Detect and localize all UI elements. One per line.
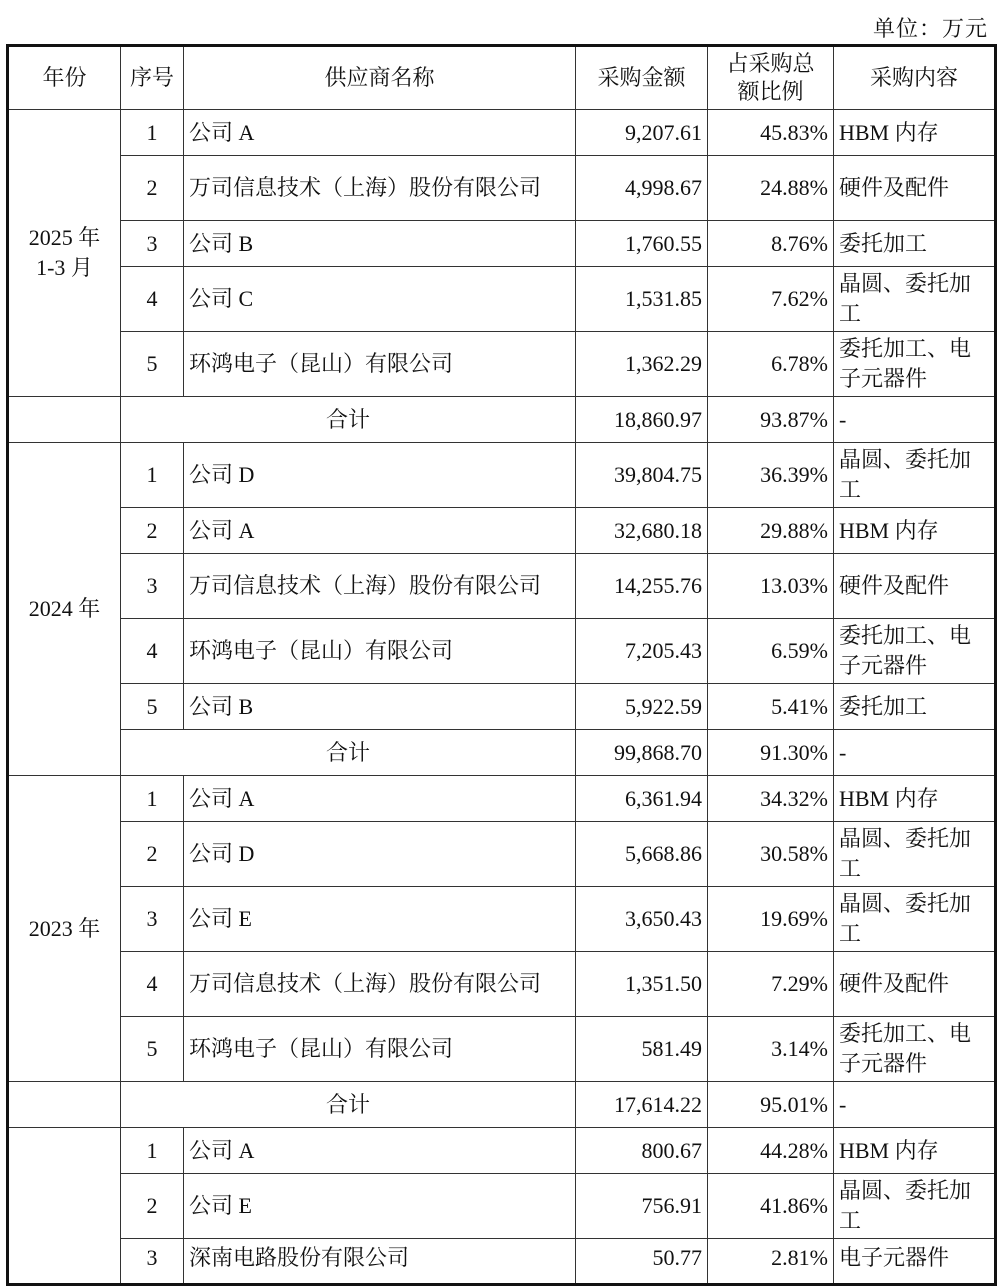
index-cell: 5 (121, 684, 184, 730)
amount-cell: 7,205.43 (576, 619, 708, 684)
supplier-cell: 公司 D (184, 822, 576, 887)
year-cell (8, 1128, 121, 1285)
year-cell: 2023 年 (8, 776, 121, 1082)
table-row (8, 822, 996, 887)
total-content: - (834, 730, 996, 776)
ratio-cell: 5.41% (708, 684, 834, 730)
table-row (8, 110, 996, 156)
ratio-cell: 13.03% (708, 554, 834, 619)
supplier-cell: 公司 C (184, 267, 576, 332)
table-row (8, 267, 996, 332)
supplier-cell: 公司 B (184, 684, 576, 730)
supplier-cell: 公司 A (184, 110, 576, 156)
supplier-cell: 深南电路股份有限公司 (184, 1239, 576, 1285)
ratio-cell: 8.76% (708, 221, 834, 267)
content-cell: 硬件及配件 (834, 952, 996, 1017)
total-row (8, 730, 996, 776)
amount-cell: 14,255.76 (576, 554, 708, 619)
amount-cell: 756.91 (576, 1174, 708, 1239)
total-label: 合计 (121, 397, 576, 443)
index-cell: 5 (121, 332, 184, 397)
ratio-cell: 29.88% (708, 508, 834, 554)
year-cell: 2025 年 1-3 月 (8, 110, 121, 397)
ratio-cell: 41.86% (708, 1174, 834, 1239)
header-ratio-text: 占采购总额比例 (726, 51, 815, 104)
index-cell: 1 (121, 110, 184, 156)
index-cell: 3 (121, 1239, 184, 1285)
ratio-cell: 2.81% (708, 1239, 834, 1285)
total-amount: 99,868.70 (576, 730, 708, 776)
total-ratio: 93.87% (708, 397, 834, 443)
table-row (8, 1017, 996, 1082)
amount-cell: 9,207.61 (576, 110, 708, 156)
amount-cell: 3,650.43 (576, 887, 708, 952)
amount-cell: 50.77 (576, 1239, 708, 1285)
year-cell: 2024 年 (8, 443, 121, 776)
index-cell: 2 (121, 156, 184, 221)
header-amount: 采购金额 (576, 46, 708, 110)
content-cell: 委托加工 (834, 684, 996, 730)
total-label: 合计 (121, 1082, 576, 1128)
ratio-cell: 6.59% (708, 619, 834, 684)
ratio-cell: 36.39% (708, 443, 834, 508)
content-cell: 委托加工 (834, 221, 996, 267)
supplier-cell: 万司信息技术（上海）股份有限公司 (184, 952, 576, 1017)
unit-label: 单位：万元 (872, 16, 988, 41)
content-cell: 晶圆、委托加工 (834, 1174, 996, 1239)
ratio-cell: 44.28% (708, 1128, 834, 1174)
table-row (8, 887, 996, 952)
index-cell: 1 (121, 443, 184, 508)
content-cell: 晶圆、委托加工 (834, 443, 996, 508)
header-content: 采购内容 (834, 46, 996, 110)
amount-cell: 32,680.18 (576, 508, 708, 554)
header-row (8, 46, 996, 110)
total-row (8, 397, 996, 443)
amount-cell: 800.67 (576, 1128, 708, 1174)
content-cell: HBM 内存 (834, 508, 996, 554)
total-ratio: 95.01% (708, 1082, 834, 1128)
supplier-cell: 公司 A (184, 508, 576, 554)
header-index: 序号 (121, 46, 184, 110)
table-row (8, 156, 996, 221)
index-cell: 2 (121, 1174, 184, 1239)
content-cell: HBM 内存 (834, 1128, 996, 1174)
ratio-cell: 30.58% (708, 822, 834, 887)
year-cell-continued (8, 397, 121, 443)
content-cell: 委托加工、电子元器件 (834, 619, 996, 684)
index-cell: 3 (121, 221, 184, 267)
supplier-cell: 环鸿电子（昆山）有限公司 (184, 619, 576, 684)
supplier-cell: 公司 E (184, 1174, 576, 1239)
content-cell: 晶圆、委托加工 (834, 887, 996, 952)
ratio-cell: 7.29% (708, 952, 834, 1017)
index-cell: 2 (121, 822, 184, 887)
index-cell: 4 (121, 267, 184, 332)
content-cell: 硬件及配件 (834, 554, 996, 619)
table-row (8, 554, 996, 619)
table-row (8, 332, 996, 397)
table-row (8, 684, 996, 730)
index-cell: 1 (121, 776, 184, 822)
amount-cell: 4,998.67 (576, 156, 708, 221)
amount-cell: 6,361.94 (576, 776, 708, 822)
amount-cell: 1,351.50 (576, 952, 708, 1017)
amount-cell: 1,362.29 (576, 332, 708, 397)
amount-cell: 581.49 (576, 1017, 708, 1082)
supplier-cell: 环鸿电子（昆山）有限公司 (184, 332, 576, 397)
content-cell: 晶圆、委托加工 (834, 267, 996, 332)
supplier-cell: 公司 A (184, 776, 576, 822)
index-cell: 1 (121, 1128, 184, 1174)
amount-cell: 39,804.75 (576, 443, 708, 508)
total-content: - (834, 397, 996, 443)
content-cell: 电子元器件 (834, 1239, 996, 1285)
content-cell: 委托加工、电子元器件 (834, 1017, 996, 1082)
amount-cell: 1,760.55 (576, 221, 708, 267)
supplier-cell: 万司信息技术（上海）股份有限公司 (184, 156, 576, 221)
total-content: - (834, 1082, 996, 1128)
supplier-cell: 公司 B (184, 221, 576, 267)
table-row (8, 1239, 996, 1285)
table-row (8, 221, 996, 267)
index-cell: 3 (121, 887, 184, 952)
supplier-cell: 公司 D (184, 443, 576, 508)
table-row (8, 508, 996, 554)
supplier-cell: 公司 E (184, 887, 576, 952)
index-cell: 3 (121, 554, 184, 619)
total-label: 合计 (121, 730, 576, 776)
supplier-cell: 万司信息技术（上海）股份有限公司 (184, 554, 576, 619)
total-amount: 17,614.22 (576, 1082, 708, 1128)
table-row (8, 776, 996, 822)
content-cell: HBM 内存 (834, 776, 996, 822)
table-row (8, 1174, 996, 1239)
table-row (8, 1128, 996, 1174)
ratio-cell: 6.78% (708, 332, 834, 397)
ratio-cell: 24.88% (708, 156, 834, 221)
index-cell: 4 (121, 952, 184, 1017)
table-row (8, 952, 996, 1017)
total-ratio: 91.30% (708, 730, 834, 776)
total-row (8, 1082, 996, 1128)
amount-cell: 5,668.86 (576, 822, 708, 887)
total-amount: 18,860.97 (576, 397, 708, 443)
content-cell: HBM 内存 (834, 110, 996, 156)
index-cell: 5 (121, 1017, 184, 1082)
ratio-cell: 34.32% (708, 776, 834, 822)
header-year: 年份 (8, 46, 121, 110)
header-ratio (708, 46, 834, 110)
amount-cell: 1,531.85 (576, 267, 708, 332)
header-supplier: 供应商名称 (184, 46, 576, 110)
content-cell: 硬件及配件 (834, 156, 996, 221)
ratio-cell: 19.69% (708, 887, 834, 952)
ratio-cell: 7.62% (708, 267, 834, 332)
content-cell: 晶圆、委托加工 (834, 822, 996, 887)
supplier-cell: 环鸿电子（昆山）有限公司 (184, 1017, 576, 1082)
content-cell: 委托加工、电子元器件 (834, 332, 996, 397)
ratio-cell: 45.83% (708, 110, 834, 156)
ratio-cell: 3.14% (708, 1017, 834, 1082)
top-suppliers-table (6, 44, 997, 1286)
index-cell: 2 (121, 508, 184, 554)
year-cell-continued (8, 1082, 121, 1128)
amount-cell: 5,922.59 (576, 684, 708, 730)
table-row (8, 619, 996, 684)
index-cell: 4 (121, 619, 184, 684)
table-row (8, 443, 996, 508)
supplier-cell: 公司 A (184, 1128, 576, 1174)
